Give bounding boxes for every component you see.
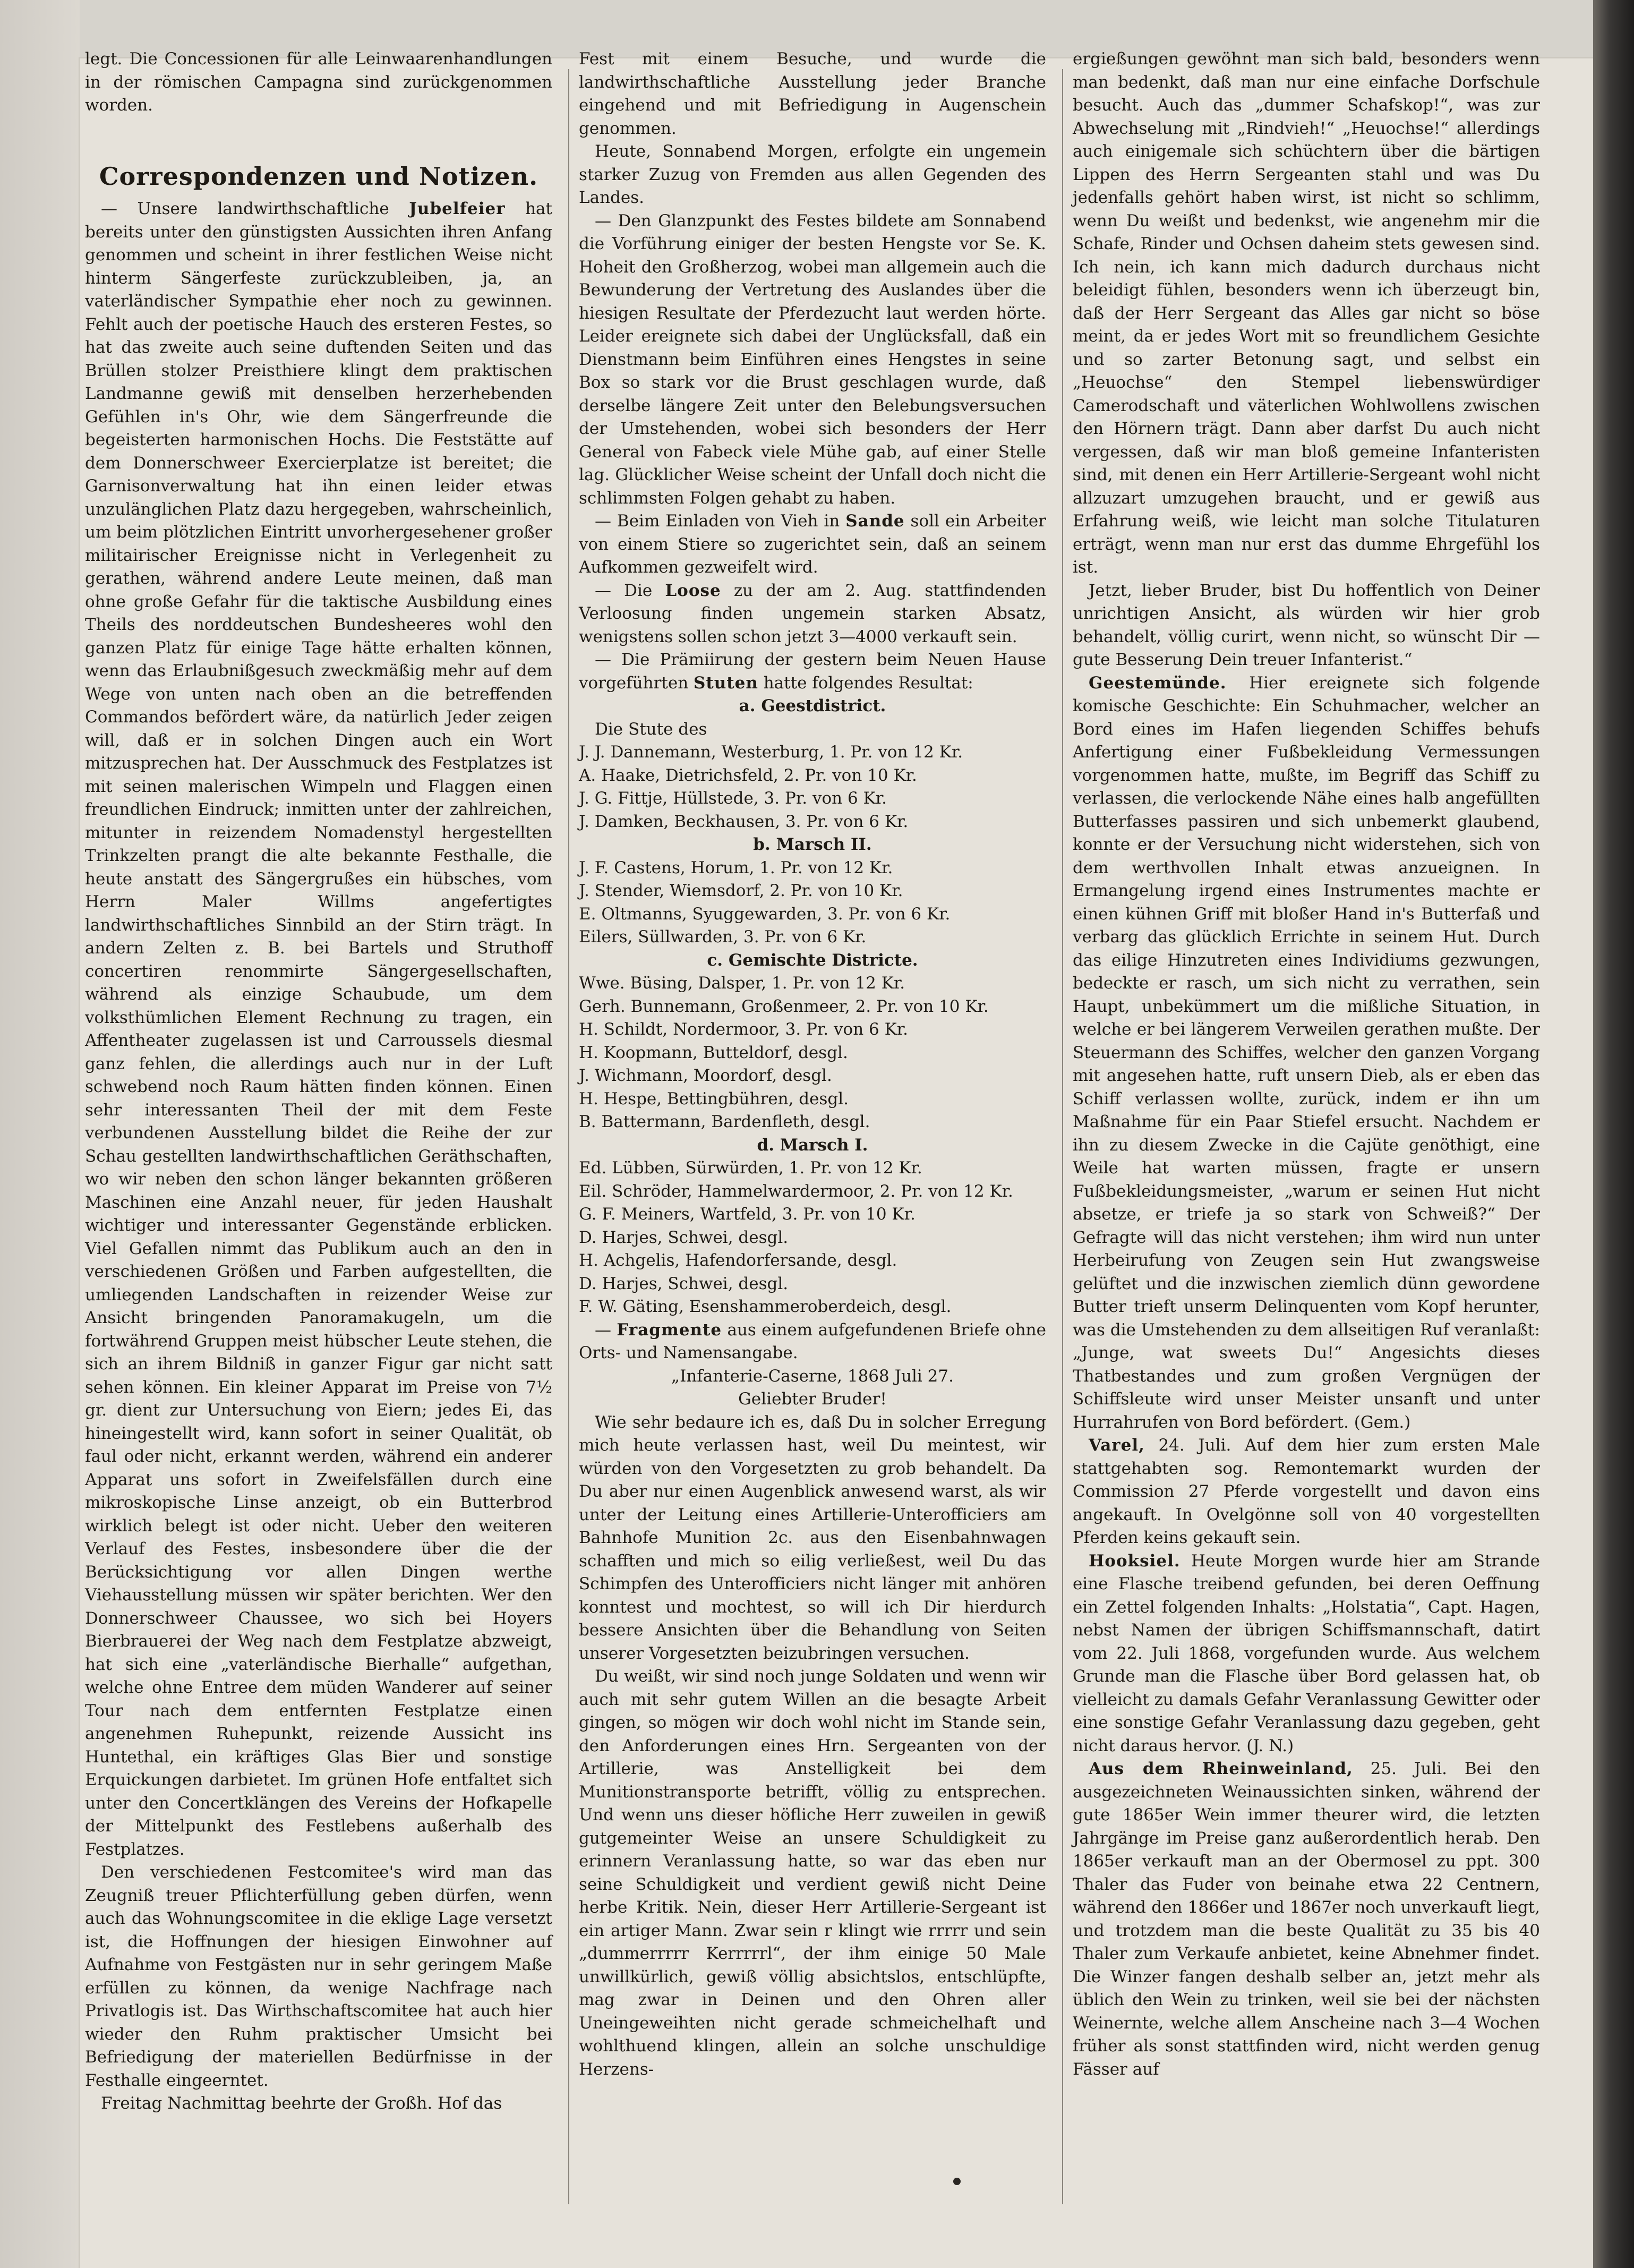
paragraph: J. Wichmann, Moordorf, desgl. [579,1066,832,1085]
paragraph: H. Koopmann, Butteldorf, desgl. [579,1043,848,1062]
paragraph: — Beim Einladen von Vieh in Sande soll ein Arbeiter von einem Stiere so zugerichtet sein, daß an seinem Aufkommen gezweifelt wird. [579,511,1046,577]
paragraph: G. F. Meiners, Wartfeld, 3. Pr. von 10 Kr. [579,1205,916,1224]
paragraph: D. Harjes, Schwei, desgl. [579,1227,789,1247]
district-heading: d. Marsch I. [757,1135,868,1155]
keyword: Varel, [1089,1436,1145,1455]
paragraph: J. F. Castens, Horum, 1. Pr. von 12 Kr. [579,858,893,877]
keyword: Sande [845,511,905,531]
letter-header: „Infanterie-Caserne, 1868 Juli 27. [671,1366,954,1386]
paragraph: — Fragmente aus einem aufgefundenen Briefe ohne Orts- und Namensangabe. [579,1320,1046,1362]
paragraph: Eilers, Süllwarden, 3. Pr. von 6 Kr. [579,927,867,947]
keyword: Jubelfeier [409,199,506,218]
paragraph: Wie sehr bedaure ich es, daß Du in solcher Erregung mich heute verlassen hast, weil Du meintest, wir würden von den Vorgesetzten zu grob behandelt. Da Du aber nur einen Augenblick anwesend warst, als wir unter der Leitung eines Artillerie-Unterofficiers am Bahnhofe Munition 2c. aus den Eisenbahnwagen schafften und mich so eilig verließest, weil Du das Schimpfen des Unterofficiers nicht länger mit anhören konntest und mochtest, so will ich Dir hierdurch bessere Ansichten über die Behandlung von Seiten unserer Vorgesetzten beizubringen versuchen. [579,1412,1046,1663]
district-heading: c. Gemischte Districte. [707,950,918,970]
district-heading: b. Marsch II. [753,835,872,854]
keyword: Aus dem Rheinweinland, [1089,1759,1353,1778]
paragraph: — Die Prämiirung der gestern beim Neuen Hause vorgeführten Stuten hatte folgendes Resultat: [579,650,1046,693]
paragraph: Du weißt, wir sind noch junge Soldaten und wenn wir auch mit sehr gutem Willen an die besagte Arbeit gingen, so mögen wir doch wohl nicht im Stande sein, den Anforderungen eines Hrn. Sergeanten von der Artillerie, was Anstelligkeit bei dem Munitionstransporte betrifft, völlig zu entsprechen. Und wenn uns dieser höfliche Herr zuweilen in gewiß gutgemeinter Weise an unsere Schuldigkeit zu erinnern Veranlassung hatte, so war das eben nur seine Schuldigkeit und verdient gewiß nicht Deine herbe Kritik. Nein, dieser Herr Artillerie-Sergeant ist ein artiger Mann. Zwar sein r klingt wie rrrrr und sein „dummerrrrr Kerrrrrl“, der ihm einige 50 Male unwillkürlich, gewiß völlig absichtslos, entschlüpfte, mag zwar in Deinen und den Ohren aller Uneingeweihten nicht gerade schmeichelhaft und wohlthuend klingen, allein an solche unschuldige Herzens- [579,1667,1046,2079]
paragraph: J. Stender, Wiemsdorf, 2. Pr. von 10 Kr. [579,881,903,900]
column-1 [85,48,552,2116]
ink-spot [953,2178,961,2185]
paragraph: Varel, 24. Juli. Auf dem hier zum ersten Male stattgehabten sog. Remontemarkt wurden der Commission 27 Pferde vorgestellt und davon eins angekauft. In Ovelgönne soll von 40 vorgestellten Pferden keins gekauft sein. [1073,1436,1540,1547]
paragraph: H. Hespe, Bettingbühren, desgl. [579,1089,849,1109]
paragraph: Den verschiedenen Festcomitee's wird man das Zeugniß treuer Pflichterfüllung geben dürfen, wenn auch das Wohnungscomitee in die eklige Lage versetzt ist, die Hoffnungen der hiesigen Einwohner auf Aufnahme von Festgästen nur in sehr geringem Maße erfüllen zu können, da wenige Nachfrage nach Privatlogis ist. Das Wirthschaftscomitee hat auch hier wieder den Ruhm praktischer Umsicht bei Befriedigung der materiellen Bedürfnisse in der Festhalle eingeerntet. [85,1863,552,2090]
paragraph: Heute, Sonnabend Morgen, erfolgte ein ungemein starker Zuzug von Fremden aus allen Gegenden des Landes. [579,142,1046,207]
paragraph: — Die Loose zu der am 2. Aug. stattfindenden Verloosung finden ungemein starken Absatz, wenigstens sollen schon jetzt 3—4000 verkauft sein. [579,581,1046,646]
paragraph: — Unsere landwirthschaftliche Jubelfeier hat bereits unter den günstigsten Aussichten ihren Anfang genommen und scheint in ihrer festlichen Weise nicht hinterm Sängerfeste zurückzubleiben, ja, an vaterländischer Sympathie eher noch zu gewinnen. Fehlt auch der poetische Hauch des ersteren Festes, so hat das zweite auch seine duftenden Seiten und das Brüllen stolzer Preisthiere klingt dem praktischen Landmanne gewiß mit denselben herzerhebenden Gefühlen in's Ohr, wie dem Sängerfreunde die begeisterten harmonischen Hochs. Die Feststätte auf dem Donnerschweer Exercierplatze ist bereitet; die Garnisonverwaltung hat ihn einen leider etwas unzulänglichen Platz dazu hergegeben, wahrscheinlich, um beim plötzlichen Eintritt unvorhergesehener großer militairischer Ereignisse nicht in Verlegenheit zu gerathen, während andere Leute meinen, daß man ohne große Gefahr für die taktische Ausbildung eines Theils des norddeutschen Bundesheeres wohl den ganzen Platz für einige Tage hätte erhalten können, wenn das Erlaubnißgesuch zweckmäßig mehr auf dem Wege von unten nach oben an die betreffenden Commandos befördert wäre, da natürlich Jeder zeigen will, daß er in solchen Dingen auch ein Wort mitzusprechen hat. Der Ausschmuck des Festplatzes ist mit seinen malerischen Wimpeln und Flaggen einen freundlichen Eindruck; inmitten unter der zahlreichen, mitunter in reizendem Nomadenstyl hergestellten Trinkzelten prangt die alte bekannte Festhalle, die heute anstatt des Sängergrußes ein hübsches, vom Herrn Maler Willms angefertigtes landwirthschaftliches Sinnbild an der Stirn trägt. In andern Zelten z. B. bei Bartels und Struthoff concertiren renommirte Sängergesellschaften, während als einzige Schaubude, um dem volksthümlichen Element Rechnung zu tragen, ein Affentheater zugelassen ist und Carroussels diesmal ganz fehlen, die allerdings auch nur in der Luft schwebend noch Raum hätten finden können. Einen sehr interessanten Theil der mit dem Feste verbundenen Ausstellung bildet die Reihe der zur Schau gestellten landwirthschaftlichen Geräthschaften, wo wir neben den schon länger bekannten größeren Maschinen eine Anzahl neuer, für jeden Haushalt wichtiger und interessanter Gegenstände erblicken. Viel Gefallen nimmt das Publikum auch an den in verschiedenen Größen und Farben aufgestellten, die umliegenden Landschaften in reizender Weise zur Ansicht bringenden Panoramakugeln, um die fortwährend Gruppen meist hübscher Leute stehen, die sich an ihrem Bildniß in ganzer Figur gar nicht satt sehen können. Ein kleiner Apparat im Preise von 7½ gr. dient zur Untersuchung von Eiern; jedes Ei, das hineingestellt wird, kann sofort in seiner Qualität, ob faul oder nicht, erkannt werden, während ein anderer Apparat uns sofort in Zweifelsfällen durch eine mikroskopische Linse anzeigt, ob ein Butterbrod wirklich belegt ist oder nicht. Ueber den weiteren Verlauf des Festes, insbesondere über die der Berücksichtigung vor allen Dingen werthe Viehausstellung müssen wir später berichten. Wer den Donnerschweer Chaussee, wo sich bei Hoyers Bierbrauerei der Weg nach dem Festplatze abzweigt, hat sich eine „vaterländische Bierhalle“ aufgethan, welche ohne Entree dem müden Wanderer auf seiner Tour nach dem entfernten Festplatze einen angenehmen Ruhepunkt, reizende Aussicht ins Huntethal, ein kräftiges Glas Bier und sonstige Erquickungen darbietet. Im grünen Hofe entfaltet sich unter den Concertklängen des Vereins der Hofkapelle der Mittelpunkt des Festlebens außerhalb des Festplatzes. [85,199,552,1859]
book-binding [1593,0,1634,2268]
paragraph: J. Damken, Beckhausen, 3. Pr. von 6 Kr. [579,812,909,831]
paragraph: H. Achgelis, Hafendorfersande, desgl. [579,1251,897,1270]
paragraph: ergießungen gewöhnt man sich bald, besonders wenn man bedenkt, daß man nur eine einfache Dorfschule besucht. Auch das „dummer Schafskop!“, was zur Abwechselung mit „Rindvieh!“ „Heuochse!“ allerdings auch einigemale sich schüchtern über die bärtigen Lippen des Herrn Sergeanten stahl und was Du jedenfalls gehört haben wirst, ist nicht so schlimm, wenn Du weißt und bedenkst, wie angenehm mir die Schafe, Rinder und Ochsen daheim stets gewesen sind. Ich nein, ich kann mich dadurch durchaus nicht beleidigt fühlen, besonders wenn ich überzeugt bin, daß der Herr Sergeant das Alles gar nicht so böse meint, da er jedes Wort mit so freundlichem Gesichte und so zarter Betonung sagt, und selbst ein „Heuochse“ den Stempel liebenswürdiger Camerodschaft und väterlichen Wohlwollens zwischen den Hörnern trägt. Dann aber darfst Du auch nicht vergessen, daß wir man bloß gemeine Infanteristen sind, mit denen ein Herr Artillerie-Sergeant wohl nicht allzuzart umzugehen braucht, und er gewiß aus Erfahrung weiß, wie leicht man solche Titulaturen erträgt, wenn man nur erst das dumme Ehrgefühl los ist. [1073,49,1540,577]
paragraph: Gerh. Bunnemann, Großenmeer, 2. Pr. von 10 Kr. [579,996,989,1016]
keyword: Stuten [694,673,758,693]
left-margin [0,0,80,2268]
paragraph: Eil. Schröder, Hammelwardermoor, 2. Pr. von 12 Kr. [579,1181,1013,1201]
paragraph: Jetzt, lieber Bruder, bist Du hoffentlich von Deiner unrichtigen Ansicht, als würden wir hier grob behandelt, völlig curirt, wenn nicht, so wünscht Dir — gute Besserung Dein treuer Infanterist.“ [1073,581,1540,669]
letter-header: Geliebter Bruder! [738,1389,887,1409]
paragraph: J. G. Fittje, Hüllstede, 3. Pr. von 6 Kr. [579,789,887,808]
paragraph: H. Schildt, Nordermoor, 3. Pr. von 6 Kr. [579,1020,909,1039]
paragraph: F. W. Gäting, Esenshammeroberdeich, desgl. [579,1297,952,1316]
column-2 [579,48,1046,2081]
column-rule [1062,69,1063,2204]
keyword: Geestemünde. [1089,673,1227,693]
keyword: Fragmente [617,1320,722,1340]
column-rule [568,69,569,2204]
paragraph: Wwe. Büsing, Dalsper, 1. Pr. von 12 Kr. [579,974,905,993]
paragraph: A. Haake, Dietrichsfeld, 2. Pr. von 10 Kr. [579,765,917,785]
district-heading: a. Geestdistrict. [739,696,886,715]
paragraph: E. Oltmanns, Syuggewarden, 3. Pr. von 6 Kr. [579,904,951,924]
keyword: Hooksiel. [1089,1551,1180,1571]
paragraph: Freitag Nachmittag beehrte der Großh. Hof das [101,2094,502,2113]
paragraph: Die Stute des [595,719,707,739]
paragraph: B. Battermann, Bardenfleth, desgl. [579,1112,870,1131]
paragraph: Hooksiel. Heute Morgen wurde hier am Strande eine Flasche treibend gefunden, bei deren Oeffnung ein Zettel folgenden Inhalts: „Holstatia“, Capt. Hagen, nebst Namen der übrigen Schiffsmannschaft, datirt vom 22. Juli 1868, vorgefunden wurde. Aus welchem Grunde man die Flasche über Bord gelassen hat, ob vielleicht zu damals Gefahr Veranlassung Gewitter oder eine sonstige Gefahr Veranlassung dazu gegeben, geht nicht daraus hervor. (J. N.) [1073,1551,1540,1755]
column-3 [1073,48,1540,2081]
paragraph: Fest mit einem Besuche, und wurde die landwirthschaftliche Ausstellung jeder Branche eingehend und mit Befriedigung in Augenschein genommen. [579,49,1046,138]
paragraph: D. Harjes, Schwei, desgl. [579,1274,789,1293]
paragraph: legt. Die Concessionen für alle Leinwaarenhandlungen in der römischen Campagna sind zurückgenommen worden. [85,49,552,115]
paragraph: Aus dem Rheinweinland, 25. Juli. Bei den ausgezeichneten Weinaussichten sinken, während der gute 1865er Wein immer theurer wird, die letzten Jahrgänge im Preise ganz außerordentlich herab. Den 1865er verkauft man an der Obermosel zu ppt. 300 Thaler das Fuder von beinahe etwa 22 Centnern, während den 1866er und 1867er noch unverkauft liegt, und trotzdem man die beste Qualität zu 35 bis 40 Thaler zum Verkaufe anbietet, keine Abnehmer findet. Die Winzer fangen deshalb selber an, jetzt mehr als üblich den Wein zu trinken, weil sie bei der nächsten Weinernte, welche allem Anscheine nach 3—4 Wochen früher als sonst stattfinden wird, nicht werden genug Fässer auf [1073,1759,1540,2079]
paragraph: — Den Glanzpunkt des Festes bildete am Sonnabend die Vorführung einiger der besten Hengste vor Se. K. Hoheit den Großherzog, wobei man allgemein auch die Bewunderung der Vertretung des Auslandes über die hiesigen Resultate der Pferdezucht laut werden hörte. Leider ereignete sich dabei der Unglücksfall, daß ein Dienstmann beim Einführen eines Hengstes in seine Box so stark vor die Brust geschlagen wurde, daß derselbe längere Zeit unter den Belebungsversuchen der Umstehenden, wobei sich besonders der Herr General von Fabeck viele Mühe gab, auf einer Stelle lag. Glücklicher Weise scheint der Unfall doch nicht die schlimmsten Folgen gehabt zu haben. [579,211,1046,508]
section-heading: Correspondenzen und Notizen. [99,161,538,191]
paragraph: J. J. Dannemann, Westerburg, 1. Pr. von 12 Kr. [579,743,963,762]
keyword: Loose [665,581,721,600]
paragraph: Ed. Lübben, Sürwürden, 1. Pr. von 12 Kr. [579,1158,922,1178]
paragraph: Geestemünde. Hier ereignete sich folgende komische Geschichte: Ein Schuhmacher, welcher an Bord eines im Hafen liegenden Schiffes behufs Anfertigung einer Fußbekleidung Vermessungen vorgenommen hatte, mußte, im Begriff das Schiff zu verlassen, die verlockende Nähe eines halb angefüllten Butterfasses passiren und sich unbemerkt glaubend, konnte er der Versuchung nicht widerstehen, sich von dem werthvollen Inhalt etwas anzueignen. In Ermangelung irgend eines Instrumentes machte er einen kühnen Griff mit bloßer Hand in's Butterfaß und verbarg das glücklich Errichte in seinem Hut. Durch das eilige Hinzutreten eines Individiums gezwungen, bedeckte er rasch, um sich nicht zu verrathen, sein Haupt, unbekümmert um die mißliche Situation, in welche er bei längerem Verweilen gerathen mußte. Der Steuermann des Schiffes, welcher den ganzen Vorgang mit angesehen hatte, ruft unsern Dieb, als er eben das Schiff verlassen wollte, zurück, indem er ihn um Maßnahme für ein Paar Stiefel ersucht. Nachdem er ihn zu diesem Zwecke in die Cajüte genöthigt, eine Weile hat warten müssen, fragte er unsern Fußbekleidungsmeister, „warum er seinen Hut nicht absetze, er triefe ja so stark von Schweiß?“ Der Gefragte will das nicht verstehen; ihm wird nun unter Herbeirufung von Zeugen sein Hut zwangsweise gelüftet und die inzwischen ziemlich dünn gewordene Butter trieft unserm Delinquenten vom Kopf herunter, was die Umstehenden zu dem allseitigen Ruf veranlaßt: „Junge, wat sweets Du!“ Angesichts dieses Thatbestandes und zum großen Vergnügen der Schiffsleute wird unser Meister unsanft und unter Hurrahrufen von Bord befördert. (Gem.) [1073,673,1540,1432]
